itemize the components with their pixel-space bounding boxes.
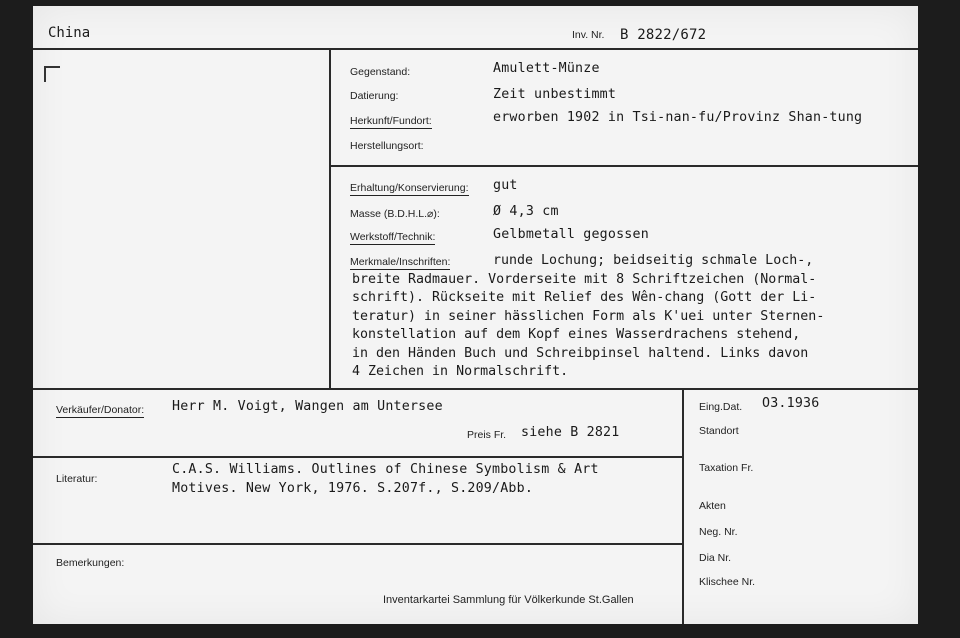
neg-nr-label: Neg. Nr. xyxy=(699,526,738,538)
verkaeufer-value: Herr M. Voigt, Wangen am Untersee xyxy=(172,399,443,414)
divider-remarks xyxy=(33,543,682,545)
preis-label: Preis Fr. xyxy=(467,429,507,441)
divider-literature xyxy=(33,456,682,458)
eing-dat-label: Eing.Dat. xyxy=(699,401,743,413)
inv-label: Inv. Nr. xyxy=(572,29,605,41)
masse-label: Masse (B.D.H.L.⌀): xyxy=(350,208,440,220)
masse-value: Ø 4,3 cm xyxy=(493,204,559,219)
verkaeufer-label: Verkäufer/Donator: xyxy=(56,404,145,416)
merkmale-line: teratur) in seiner hässlichen Form als K'uei unter Sternen- xyxy=(352,308,825,324)
literatur-line-1: C.A.S. Williams. Outlines of Chinese Symbolism & Art xyxy=(172,462,599,477)
divider-header xyxy=(33,48,918,50)
taxation-label: Taxation Fr. xyxy=(699,462,754,474)
erhaltung-label: Erhaltung/Konservierung: xyxy=(350,182,469,194)
klischee-nr-label: Klischee Nr. xyxy=(699,576,756,588)
merkmale-line: konstellation auf dem Kopf eines Wasserdrachens stehend, xyxy=(352,327,801,342)
erhaltung-value: gut xyxy=(493,178,518,193)
eing-dat-value: O3.1936 xyxy=(762,396,820,411)
datierung-label: Datierung: xyxy=(350,90,399,102)
gegenstand-label: Gegenstand: xyxy=(350,66,411,78)
literatur-label: Literatur: xyxy=(56,473,98,485)
herkunft-label: Herkunft/Fundort: xyxy=(350,115,432,127)
herstellungsort-label: Herstellungsort: xyxy=(350,140,424,152)
divider-photo-column xyxy=(329,48,331,390)
footer-collection: Inventarkartei Sammlung für Völkerkunde St.Gallen xyxy=(383,594,634,606)
herkunft-value: erworben 1902 in Tsi-nan-fu/Provinz Shan-tung xyxy=(493,110,863,125)
merkmale-line: runde Lochung; beidseitig schmale Loch-, xyxy=(493,253,814,268)
merkmale-line: breite Radmauer. Vorderseite mit 8 Schriftzeichen (Normal- xyxy=(352,271,817,287)
akten-label: Akten xyxy=(699,500,726,512)
merkmale-line: schrift). Rückseite mit Relief des Wên-chang (Gott der Li- xyxy=(352,290,817,305)
merkmale-label: Merkmale/Inschriften: xyxy=(350,256,451,268)
divider-object-block xyxy=(329,165,918,167)
photo-corner-mark xyxy=(44,66,60,82)
datierung-value: Zeit unbestimmt xyxy=(493,87,617,102)
literatur-line-2: Motives. New York, 1976. S.207f., S.209/Abb. xyxy=(172,481,534,496)
inv-value: B 2822/672 xyxy=(620,27,707,43)
region-title: China xyxy=(48,25,91,41)
werkstoff-value: Gelbmetall gegossen xyxy=(493,227,649,242)
gegenstand-value: Amulett-Münze xyxy=(493,61,600,76)
divider-sidebar xyxy=(682,388,684,624)
standort-label: Standort xyxy=(699,425,739,437)
divider-upper-lower xyxy=(33,388,918,390)
werkstoff-label: Werkstoff/Technik: xyxy=(350,231,436,243)
dia-nr-label: Dia Nr. xyxy=(699,552,732,564)
merkmale-text xyxy=(352,252,892,382)
preis-value: siehe B 2821 xyxy=(521,425,620,440)
merkmale-line: 4 Zeichen in Normalschrift. xyxy=(352,364,569,379)
merkmale-line: in den Händen Buch und Schreibpinsel haltend. Links davon xyxy=(352,345,809,361)
bemerkungen-label: Bemerkungen: xyxy=(56,557,125,569)
